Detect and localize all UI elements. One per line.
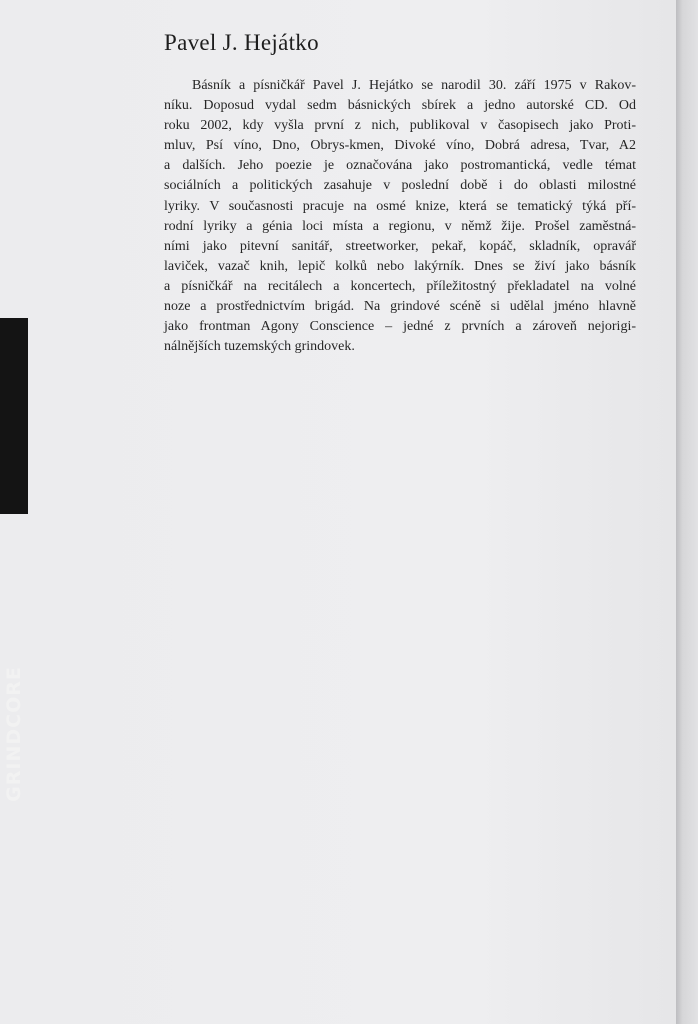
bio-line: rodní lyriky a génia loci místa a regionu, v němž žije. Prošel zaměstná-	[164, 218, 636, 234]
bio-line: níku. Doposud vydal sedm básnických sbírek a jedno autorské CD. Od	[164, 98, 636, 114]
bio-paragraph	[164, 76, 636, 357]
bio-line: lyriky. V současnosti pracuje na osmé knize, která se tematický týká pří-	[164, 198, 636, 214]
bio-line: ními jako pitevní sanitář, streetworker, pekař, kopáč, skladník, opravář	[164, 238, 636, 254]
page-edge	[676, 0, 698, 1024]
bio-line: a dalších. Jeho poezie je označována jako postromantická, vedle témat	[164, 158, 636, 174]
bio-line: nálnějších tuzemských grindovek.	[164, 339, 355, 355]
bio-line: mluv, Psí víno, Dno, Obrys-kmen, Divoké víno, Dobrá adresa, Tvar, A2	[164, 138, 636, 154]
section-tab-label: GRINDCORE	[3, 666, 25, 802]
bio-line: jako frontman Agony Conscience – jedné z prvních a zároveň nejorigi-	[164, 319, 636, 335]
bio-line: laviček, vazač knih, lepič kolků nebo lakýrník. Dnes se živí jako básník	[164, 258, 636, 274]
bio-line: Básník a písničkář Pavel J. Hejátko se narodil 30. září 1975 v Rakov-	[192, 78, 636, 93]
bio-line: roku 2002, kdy vyšla první z nich, publikoval v časopisech jako Proti-	[164, 118, 636, 134]
bio-line: sociálních a politických zasahuje v poslední době i do oblasti milostné	[164, 178, 636, 194]
bio-line: noze a prostřednictvím brigád. Na grindové scéně si udělal jméno hlavně	[164, 299, 636, 315]
page-title: Pavel J. Hejátko	[164, 30, 319, 55]
section-tab	[0, 318, 28, 802]
bio-line: a písničkář na recitálech a koncertech, příležitostný překladatel na volné	[164, 278, 636, 294]
